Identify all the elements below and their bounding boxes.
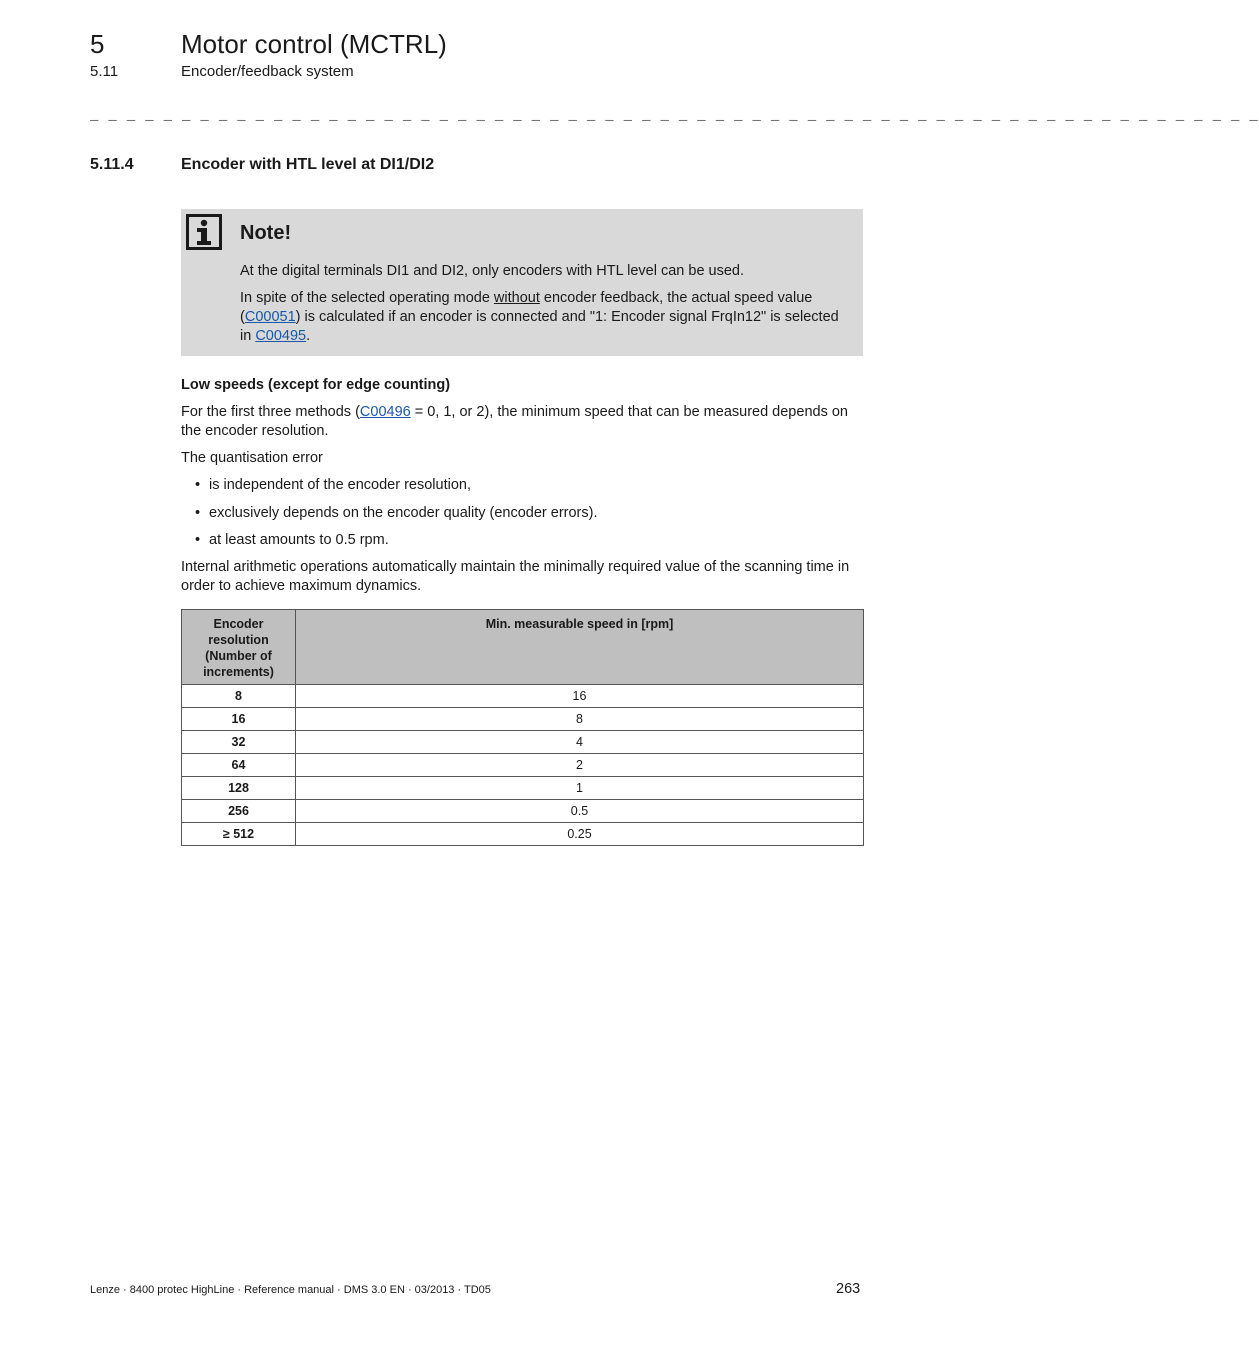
note-heading: Note! <box>240 222 292 244</box>
table-row <box>182 731 864 754</box>
section-title: Encoder/feedback system <box>181 63 354 80</box>
page-number: 263 <box>836 1281 861 1297</box>
table-row <box>182 777 864 800</box>
subsection-title: Encoder with HTL level at DI1/DI2 <box>181 156 435 173</box>
note-box <box>181 209 863 356</box>
speed-table <box>181 609 864 846</box>
section-number: 5.11 <box>90 63 119 80</box>
bullet-icon: • <box>195 477 201 493</box>
table-row <box>182 823 864 846</box>
list-item: • is independent of the encoder resolution, <box>195 477 471 493</box>
note-paragraph-1: At the digital terminals DI1 and DI2, only encoders with HTL level can be used. <box>240 263 745 279</box>
cell-resolution: 256 <box>182 800 296 823</box>
info-icon <box>186 214 222 250</box>
cell-speed: 0.25 <box>296 823 864 846</box>
subsection-number: 5.11.4 <box>90 156 134 173</box>
cell-resolution: 16 <box>182 708 296 731</box>
list-item: • exclusively depends on the encoder quality (encoder errors). <box>195 505 598 521</box>
cell-speed: 16 <box>296 685 864 708</box>
low-speeds-heading: Low speeds (except for edge counting) <box>181 377 451 393</box>
header-dashed-rule: _ _ _ _ _ _ _ _ _ _ _ _ _ _ _ _ _ _ _ _ _ _ _ _ _ _ _ _ _ _ _ _ _ _ _ _ _ _ _ _ _ _ _ _ _ _ _ _ _ _ _ _ _ _ _ _ _ _ _ _ _ _ _ _ <box>90 108 1259 124</box>
chapter-number: 5 <box>90 29 105 59</box>
paragraph-first-methods: For the first three methods (C00496 = 0, 1, or 2), the minimum speed that can be measured depends on the encoder resolution. <box>181 404 848 439</box>
table-header-row <box>182 610 864 685</box>
bullet-icon: • <box>195 532 201 548</box>
link-c00051[interactable]: C00051 <box>244 309 296 325</box>
underlined-without: without <box>493 290 540 306</box>
paragraph-internal-arithmetic: Internal arithmetic operations automatically maintain the minimally required value of the scanning time in order to achieve maximum dynamics. <box>181 559 850 594</box>
table-row <box>182 754 864 777</box>
note-paragraph-2: In spite of the selected operating mode without encoder feedback, the actual speed value (C00051) is calculated if an encoder is connected and "1: Encoder signal FrqIn12" is selected in C00495. <box>240 290 839 344</box>
link-c00495[interactable]: C00495 <box>255 328 307 344</box>
cell-speed: 0.5 <box>296 800 864 823</box>
header-encoder-resolution: Encoder resolution (Number of increments) <box>182 610 296 685</box>
table-row <box>182 708 864 731</box>
cell-speed: 2 <box>296 754 864 777</box>
cell-resolution: 32 <box>182 731 296 754</box>
table-row <box>182 685 864 708</box>
paragraph-quantisation-error: The quantisation error <box>181 450 323 466</box>
cell-speed: 8 <box>296 708 864 731</box>
footer-text: Lenze · 8400 protec HighLine · Reference manual · DMS 3.0 EN · 03/2013 · TD05 <box>90 1284 491 1296</box>
cell-resolution: 64 <box>182 754 296 777</box>
cell-resolution: ≥ 512 <box>182 823 296 846</box>
table-row <box>182 800 864 823</box>
link-c00496[interactable]: C00496 <box>359 404 411 420</box>
header-min-speed: Min. measurable speed in [rpm] <box>296 610 864 685</box>
chapter-title: Motor control (MCTRL) <box>181 29 447 59</box>
cell-resolution: 128 <box>182 777 296 800</box>
bullet-icon: • <box>195 505 201 521</box>
cell-resolution: 8 <box>182 685 296 708</box>
cell-speed: 1 <box>296 777 864 800</box>
list-item: • at least amounts to 0.5 rpm. <box>195 532 389 548</box>
cell-speed: 4 <box>296 731 864 754</box>
